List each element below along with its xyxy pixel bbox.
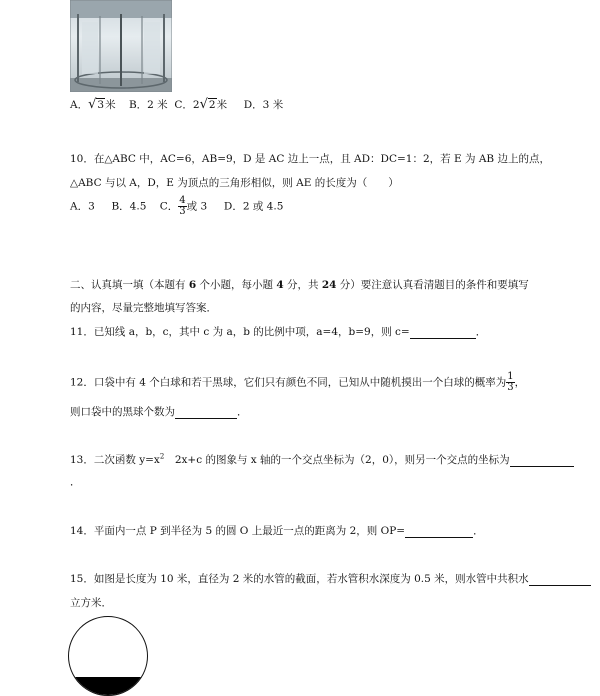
- q11: [70, 324, 486, 339]
- q11-answer-blank[interactable]: [410, 326, 476, 339]
- section2-text: 分，共: [283, 279, 322, 291]
- q13-exponent: 2: [159, 452, 165, 461]
- section2-line2: 的内容，尽量完整地填写答案．: [70, 302, 217, 314]
- q9-option-c-unit: 米: [216, 99, 228, 111]
- q11-text: 11．已知线 a，b，c，其中 c 为 a，b 的比例中项，a=4，b=9，则 c=: [70, 326, 410, 338]
- q13: [70, 452, 574, 467]
- section2-line1: [70, 277, 529, 292]
- q9-option-d: D．3 米: [243, 99, 284, 111]
- q14-answer-blank[interactable]: [405, 525, 473, 538]
- q9-option-c: [174, 99, 227, 111]
- q10-option-c-fraction: [178, 196, 186, 217]
- q13-text-rest: 2x+c 的图象与 x 轴的一个交点坐标为（2，0），则另一个交点的坐标为: [164, 454, 510, 466]
- fraction-denominator: 3: [179, 206, 186, 217]
- section2-text: 二、认真填一填（本题有: [70, 279, 189, 291]
- section2-total: 24: [321, 279, 337, 291]
- q9-options: [70, 97, 283, 112]
- section2-count: 6: [188, 279, 197, 291]
- q13-end: ．: [70, 476, 81, 488]
- q14-text: 14．平面内一点 P 到半径为 5 的圆 O 上最近一点的距离为 2，则 OP=: [70, 525, 406, 537]
- q10-option-b: B．4.5: [111, 200, 147, 213]
- q9-option-c-label: C．2: [174, 99, 200, 111]
- sqrt-symbol: √3: [88, 97, 105, 112]
- q10-line2: △ABC 与以 A，D，E 为顶点的三角形相似，则 AE 的长度为（ ）: [70, 177, 399, 189]
- section2-text: 个小题，每小题: [196, 279, 277, 291]
- q14: [70, 523, 484, 538]
- q12-fraction: [506, 372, 514, 393]
- q15-line2: 立方米．: [70, 597, 112, 609]
- q12-end: ．: [237, 406, 248, 418]
- fraction-denominator: 3: [507, 382, 514, 393]
- q13-text: 13．二次函数 y=x: [70, 454, 160, 466]
- q9-option-a-label: A．: [70, 99, 89, 111]
- q15-answer-blank[interactable]: [529, 573, 591, 586]
- q9-option-a-radicand: 3: [97, 99, 105, 111]
- fraction-numerator: 1: [507, 371, 514, 382]
- q11-end: ．: [475, 326, 487, 338]
- q15: [70, 571, 591, 586]
- q10-line1: 10．在△ABC 中，AC=6，AB=9，D 是 AC 边上一点，且 AD：DC=1：2，若 E 为 AB 边上的点，: [70, 153, 550, 165]
- q9-option-a: [70, 99, 119, 111]
- q10-options: [70, 196, 283, 217]
- q15-text: 15．如图是长度为 10 米，直径为 2 米的水管的截面，若水管积水深度为 0.5 米，则水管中共积水: [70, 573, 529, 585]
- pipe-cross-section-figure: [68, 616, 148, 696]
- q12-line1: [70, 372, 525, 393]
- q12-text: 12．口袋中有 4 个白球和若干黑球，它们只有颜色不同，已知从中随机摸出一个白球的概率为: [70, 376, 507, 389]
- q9-option-c-radicand: 2: [208, 99, 216, 111]
- fraction-numerator: 4: [179, 195, 186, 206]
- q13-answer-blank[interactable]: [510, 454, 574, 467]
- q12-answer-blank[interactable]: [175, 406, 237, 419]
- q12-line2-text: 则口袋中的黑球个数为: [70, 406, 175, 418]
- q9-option-b: B．2 米: [128, 99, 168, 111]
- q9-option-a-unit: 米: [105, 99, 116, 111]
- q10-option-c-suffix: 或 3: [186, 200, 208, 213]
- q10-option-d: D．2 或 4.5: [223, 200, 284, 213]
- q12-line2: [70, 404, 248, 419]
- section2-text: 分）要注意认真看清题目的条件和要填写: [336, 279, 529, 291]
- q10-option-c-label: C．: [159, 200, 179, 213]
- sqrt-symbol: √2: [199, 97, 216, 112]
- revolving-door-photo: [70, 0, 172, 92]
- section2-points: 4: [276, 279, 284, 291]
- q14-end: ．: [473, 525, 484, 537]
- q12-comma: ，: [514, 376, 526, 389]
- q10-option-a: A．3: [70, 200, 95, 213]
